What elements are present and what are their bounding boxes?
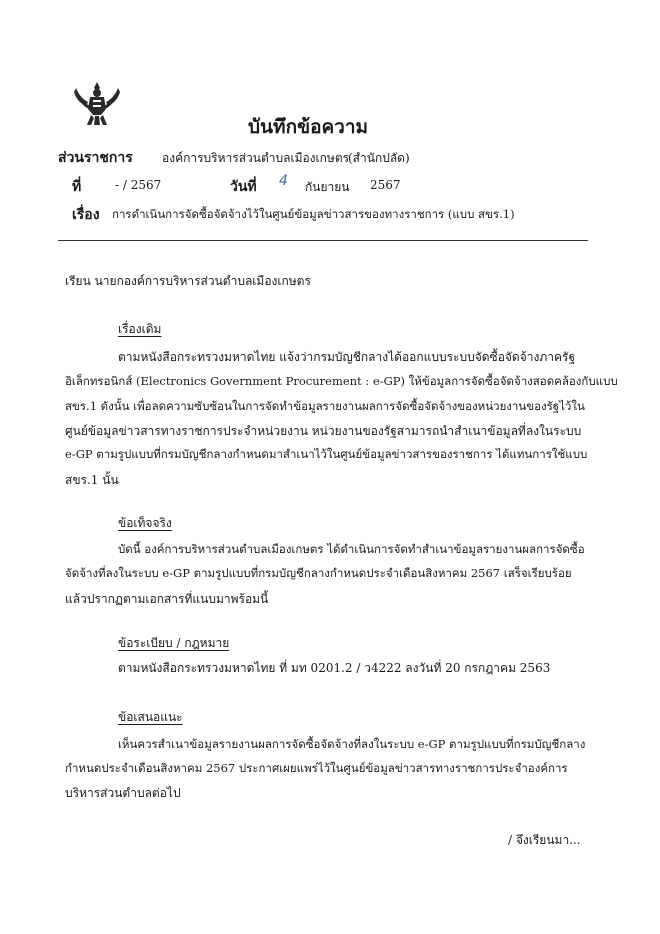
- ref-label: ที่: [72, 179, 82, 195]
- date-month: กันยายน: [305, 180, 350, 194]
- subject-value: การดำเนินการจัดซื้อจัดจ้างไว้ในศูนย์ข้อมูลข่าวสารของทางราชการ (แบบ สขร.1): [112, 207, 515, 221]
- salutation: เรียน นายกองค์การบริหารส่วนตำบลเมืองเกษตร: [65, 274, 311, 288]
- background-line: ตามหนังสือกระทรวงมหาดไทย แจ้งว่ากรมบัญชีกลางได้ออกแบบระบบจัดซื้อจัดจ้างภาครัฐ: [118, 350, 576, 364]
- recommendation-line: เห็นควรสำเนาข้อมูลรายงานผลการจัดซื้อจัดจ้างที่ลงในระบบ e-GP ตามรูปแบบที่กรมบัญชีกลาง: [118, 737, 586, 751]
- continuation-note: / จึงเรียนมา...: [508, 833, 581, 847]
- agency-value: องค์การบริหารส่วนตำบลเมืองเกษตร: [162, 151, 350, 165]
- regulations-line: ตามหนังสือกระทรวงมหาดไทย ที่ มท 0201.2 / ว4222 ลงวันที่ 20 กรกฎาคม 2563: [118, 661, 551, 675]
- facts-line: จัดจ้างที่ลงในระบบ e-GP ตามรูปแบบที่กรมบัญชีกลางกำหนดประจำเดือนสิงหาคม 2567 เสร็จเรียบร้อย: [65, 566, 572, 580]
- facts-line: แล้วปรากฏตามเอกสารที่แนบมาพร้อมนี้: [65, 592, 269, 606]
- recommendation-line: บริหารส่วนตำบลต่อไป: [65, 786, 181, 800]
- background-line: e-GP ตามรูปแบบที่กรมบัญชีกลางกำหนดมาสำเนาไว้ในศูนย์ข้อมูลข่าวสารของราชการ ได้แทนการใช้แบบ: [65, 447, 588, 461]
- regulations-heading: ข้อระเบียบ / กฎหมาย: [118, 636, 230, 650]
- memo-title: บันทึกข้อความ: [248, 116, 369, 138]
- background-line: สขร.1 ดังนั้น เพื่อลดความซับซ้อนในการจัดทำข้อมูลรายงานผลการจัดซื้อจัดจ้างของหน่วยงานของรัฐไว้ใน: [65, 399, 585, 413]
- facts-line: บัดนี้ องค์การบริหารส่วนตำบลเมืองเกษตร ได้ดำเนินการจัดทำสำเนาข้อมูลรายงานผลการจัดซื้อ: [118, 542, 585, 556]
- date-label: วันที่: [230, 179, 257, 195]
- garuda-emblem-icon: [72, 80, 122, 130]
- date-day: 4: [279, 173, 288, 189]
- date-year: 2567: [370, 178, 401, 192]
- recommendation-line: กำหนดประจำเดือนสิงหาคม 2567 ประกาศเผยแพร่ไว้ในศูนย์ข้อมูลข่าวสารทางราชการประจำองค์การ: [65, 761, 568, 775]
- recommendation-heading: ข้อเสนอแนะ: [118, 710, 183, 724]
- ref-value: - / 2567: [115, 178, 162, 192]
- subject-label: เรื่อง: [72, 207, 100, 223]
- background-heading: เรื่องเดิม: [118, 322, 162, 336]
- background-line: ศูนย์ข้อมูลข่าวสารทางราชการประจำหน่วยงาน หน่วยงานของรัฐสามารถนำสำเนาข้อมูลที่ลงในระบบ: [65, 424, 582, 438]
- facts-heading: ข้อเท็จจริง: [118, 516, 172, 530]
- background-line: สขร.1 นั้น: [65, 473, 119, 487]
- background-line: อิเล็กทรอนิกส์ (Electronics Government Procurement : e-GP) ให้ข้อมูลการจัดซื้อจัดจ้างสอดคล้องกับแบบ: [65, 374, 618, 388]
- agency-sub: (สำนักปลัด): [348, 151, 410, 165]
- header-divider: [58, 240, 588, 241]
- agency-label: ส่วนราชการ: [58, 150, 133, 166]
